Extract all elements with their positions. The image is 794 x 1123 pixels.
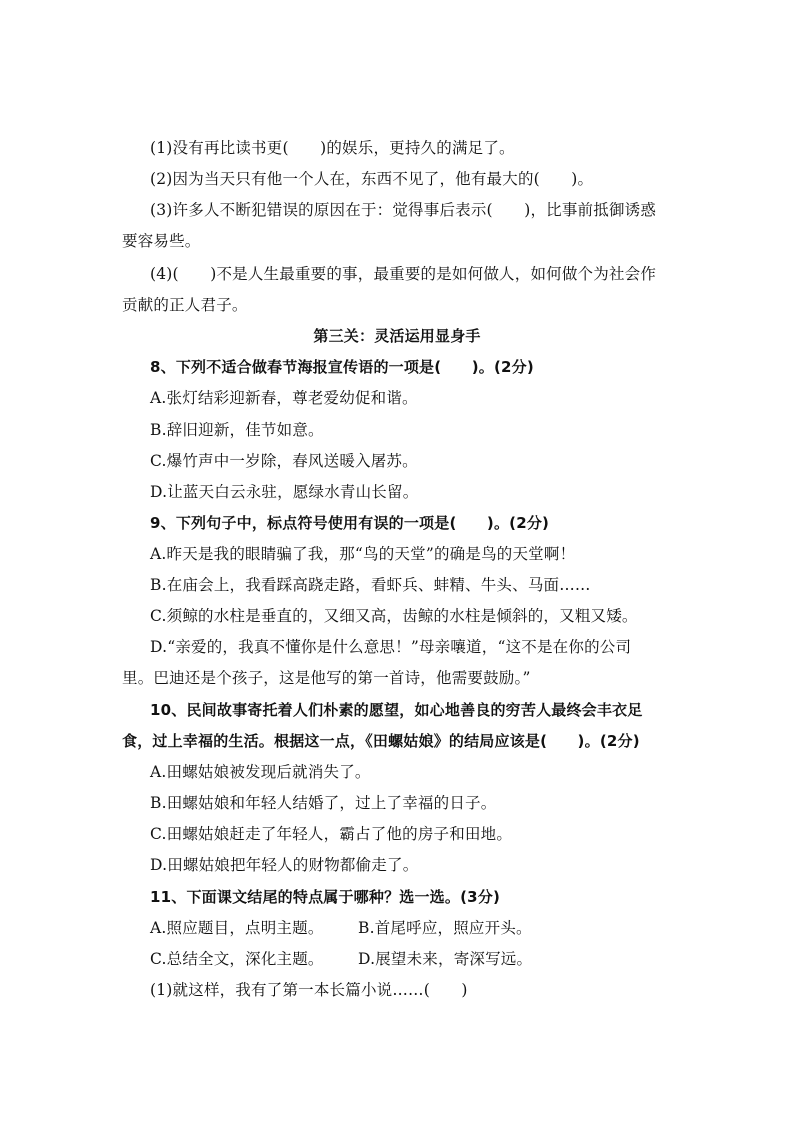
question-10-stem-cont: 食，过上幸福的生活。根据这一点，《田螺姑娘》的结局应该是( )。(2分) (122, 732, 640, 750)
blank-item-4-cont: 贡献的正人君子。 (122, 296, 248, 314)
q11-option-d: D.展望未来，寄深写远。 (358, 950, 533, 968)
q8-option-c: C.爆竹声中一岁除，春风送暖入屠苏。 (150, 452, 418, 470)
q10-option-a: A.田螺姑娘被发现后就消失了。 (150, 763, 371, 781)
q9-option-d-cont: 里。巴迪还是个孩子，这是他写的第一首诗，他需要鼓励。” (122, 669, 531, 687)
question-10-stem: 10、民间故事寄托着人们朴素的愿望，如心地善良的穷苦人最终会丰衣足 (150, 701, 643, 719)
q9-option-b: B.在庙会上，我看踩高跷走路，看虾兵、蚌精、牛头、马面…… (150, 576, 591, 594)
q10-option-b: B.田螺姑娘和年轻人结婚了，过上了幸福的日子。 (150, 794, 497, 812)
question-11-stem: 11、下面课文结尾的特点属于哪种？选一选。(3分) (150, 888, 501, 906)
section-title: 第三关：灵活运用显身手 (313, 327, 481, 345)
blank-item-3-cont: 要容易些。 (122, 232, 201, 250)
q8-option-a: A.张灯结彩迎新春，尊老爱幼促和谐。 (150, 389, 418, 407)
blank-item-3: (3)许多人不断犯错误的原因在于：觉得事后表示( )，比事前抵御诱惑 (150, 201, 657, 219)
q9-option-a: A.昨天是我的眼睛骗了我，那“鸟的天堂”的确是鸟的天堂啊！ (150, 545, 576, 563)
blank-item-2: (2)因为当天只有他一个人在，东西不见了，他有最大的( )。 (150, 170, 594, 188)
q11-option-b: B.首尾呼应，照应开头。 (358, 919, 532, 937)
q11-option-a: A.照应题目，点明主题。 (150, 919, 324, 937)
q8-option-b: B.辞旧迎新，佳节如意。 (150, 421, 324, 439)
q10-option-d: D.田螺姑娘把年轻人的财物都偷走了。 (150, 856, 419, 874)
blank-item-4: (4)( )不是人生最重要的事，最重要的是如何做人，如何做个为社会作 (150, 265, 657, 283)
q11-sub-item-1: (1)就这样，我有了第一本长篇小说……( ) (150, 981, 468, 999)
question-9-stem: 9、下列句子中，标点符号使用有误的一项是( )。(2分) (150, 514, 550, 532)
q9-option-d: D.“亲爱的，我真不懂你是什么意思！”母亲嚷道，“这不是在你的公司 (150, 638, 632, 656)
q11-option-c: C.总结全文，深化主题。 (150, 950, 324, 968)
q9-option-c: C.须鲸的水柱是垂直的，又细又高，齿鲸的水柱是倾斜的，又粗又矮。 (150, 607, 638, 625)
q8-option-d: D.让蓝天白云永驻，愿绿水青山长留。 (150, 483, 419, 501)
blank-item-1: (1)没有再比读书更( )的娱乐，更持久的满足了。 (150, 139, 515, 157)
question-8-stem: 8、下列不适合做春节海报宣传语的一项是( )。(2分) (150, 358, 534, 376)
q10-option-c: C.田螺姑娘赶走了年轻人，霸占了他的房子和田地。 (150, 825, 513, 843)
